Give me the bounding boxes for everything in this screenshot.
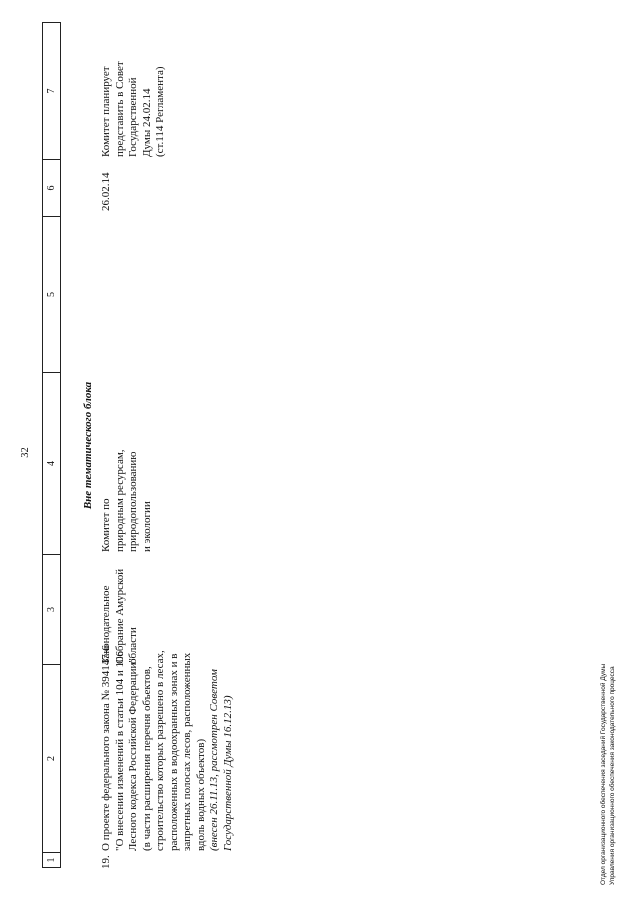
- col-header-2: 2: [43, 665, 61, 853]
- footer-line: Управления организационного обеспечения законодательного процесса: [608, 666, 616, 885]
- bill-title-line: "О внесении изменений в статьи 104 и 106: [113, 650, 126, 851]
- bill-title-line: О проекте федерального закона № 394147-6: [100, 645, 112, 851]
- page-number: 32: [20, 447, 31, 458]
- initiator: [100, 552, 141, 664]
- column-number-row: [43, 23, 61, 868]
- committee-line: и экологии: [140, 501, 153, 552]
- bill-title-line: (в части расширения перечня объектов,: [140, 666, 153, 851]
- initiator-line: Собрание Амурской: [113, 568, 126, 664]
- remark-line: Думы 24.02.14: [140, 88, 153, 157]
- remark-line: представить в Совет: [113, 61, 126, 157]
- initiator-line: Законодательное: [100, 585, 112, 664]
- bill-title-line: вдоль водных объектов): [194, 738, 207, 851]
- remark-line: Комитет планирует: [100, 66, 112, 157]
- initiator-line: области: [127, 627, 139, 664]
- row-number: 19.: [100, 855, 112, 869]
- col-header-3: 3: [43, 555, 61, 665]
- footer-line: Отдел организационного обеспечения заседаний Государственной Думы: [600, 663, 607, 885]
- col-header-5: 5: [43, 217, 61, 373]
- col-header-7: 7: [43, 23, 61, 160]
- footer: [600, 664, 617, 885]
- bill-status-note: (внесен 26.11.13, рассмотрен Советом: [208, 669, 220, 851]
- due-date: 26.02.14: [100, 172, 112, 211]
- col-header-1: 1: [43, 853, 61, 868]
- section-title: Вне тематического блока: [82, 381, 94, 510]
- responsible-committee: [100, 372, 154, 552]
- col-header-6: 6: [43, 160, 61, 217]
- committee-line: природным ресурсам,: [113, 449, 126, 552]
- agenda-table: [42, 22, 61, 868]
- bill-title-line: запретных полосах лесов, расположенных: [181, 652, 193, 851]
- bill-status-note: Государственной Думы 16.12.13): [221, 695, 234, 851]
- bill-title-line: Лесного кодекса Российской Федерации": [127, 658, 139, 851]
- committee-line: Комитет по: [100, 498, 112, 552]
- remark-line: Государственной: [127, 77, 139, 157]
- bill-title-line: расположенных в водоохранных зонах и в: [167, 653, 180, 851]
- remark: [100, 23, 168, 157]
- col-header-4: 4: [43, 373, 61, 555]
- bill-title-line: строительство которых разрешено в лесах,: [154, 650, 166, 851]
- remark-line: (ст.114 Регламента): [154, 66, 166, 157]
- bill-description: [100, 641, 235, 851]
- committee-line: природопользованию: [127, 451, 139, 552]
